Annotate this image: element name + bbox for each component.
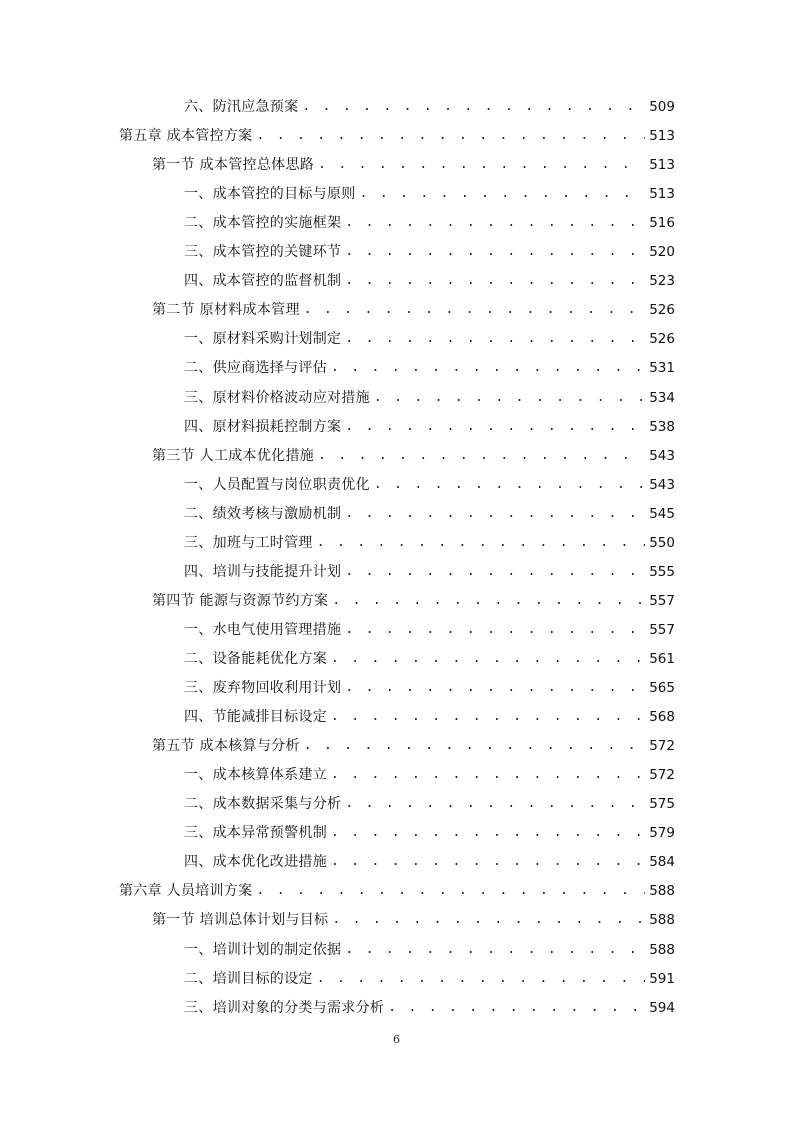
toc-entry-title: 二、培训目标的设定 (184, 970, 313, 987)
toc-dot-leader (332, 592, 645, 610)
toc-entry-title: 二、供应商选择与评估 (184, 360, 327, 377)
toc-entry-page-number: 588 (649, 941, 675, 958)
toc-entry[interactable] (184, 559, 675, 581)
toc-entry-title: 第一节 成本管控总体思路 (152, 157, 315, 174)
toc-entry[interactable] (152, 733, 675, 755)
toc-entry-title: 一、原材料采购计划制定 (184, 331, 342, 348)
toc-entry-page-number: 513 (649, 128, 675, 144)
toc-entry[interactable] (184, 326, 675, 348)
toc-entry-title: 三、成本管控的关键环节 (184, 244, 342, 261)
toc-dot-leader (332, 911, 645, 929)
toc-entry-page-number: 531 (649, 360, 675, 377)
toc-entry[interactable] (119, 123, 675, 145)
toc-entry-page-number: 579 (649, 825, 675, 842)
toc-entry-title: 四、成本优化改进措施 (184, 854, 327, 871)
toc-entry[interactable] (152, 443, 675, 465)
toc-dot-leader (317, 534, 646, 552)
toc-dot-leader (304, 301, 645, 319)
toc-dot-leader (345, 418, 645, 436)
toc-entry-title: 二、设备能耗优化方案 (184, 651, 327, 667)
toc-entry-title: 一、水电气使用管理措施 (184, 621, 342, 638)
toc-dot-leader (302, 98, 645, 116)
toc-entry[interactable] (184, 617, 675, 639)
toc-entry[interactable] (152, 297, 675, 319)
toc-dot-leader (345, 563, 645, 581)
toc-entry-title: 一、培训计划的制定依据 (184, 941, 342, 958)
toc-entry-page-number: 545 (649, 505, 675, 522)
toc-entry[interactable] (184, 762, 675, 784)
toc-dot-leader (388, 999, 645, 1017)
toc-dot-leader (345, 505, 645, 523)
toc-entry-title: 二、绩效考核与激励机制 (184, 505, 342, 522)
toc-entry[interactable] (184, 995, 675, 1017)
toc-entry-page-number: 568 (649, 709, 675, 726)
toc-dot-leader (345, 941, 645, 959)
toc-entry-page-number: 523 (649, 273, 675, 290)
toc-entry-title: 第六章 人员培训方案 (119, 883, 253, 900)
toc-entry-title: 第四节 能源与资源节约方案 (152, 592, 329, 609)
toc-dot-leader (256, 127, 645, 145)
toc-entry[interactable] (184, 385, 675, 407)
toc-entry-title: 三、成本异常预警机制 (184, 825, 327, 842)
toc-entry[interactable] (184, 937, 675, 959)
toc-entry-title: 四、节能减排目标设定 (184, 709, 327, 726)
toc-dot-leader (345, 621, 645, 639)
toc-entry-page-number: 543 (649, 476, 675, 493)
toc-entry-title: 六、防汛应急预案 (184, 99, 299, 115)
toc-dot-leader (331, 766, 645, 784)
toc-entry-page-number: 550 (649, 534, 675, 551)
toc-entry-title: 三、加班与工时管理 (184, 534, 313, 551)
toc-entry[interactable] (184, 849, 675, 871)
toc-entry-title: 一、成本管控的目标与原则 (184, 186, 356, 203)
toc-entry[interactable] (184, 414, 675, 436)
toc-dot-leader (360, 185, 646, 203)
toc-entry-page-number: 513 (649, 186, 675, 203)
toc-entry[interactable] (184, 966, 675, 988)
toc-dot-leader (331, 359, 645, 377)
toc-entry-title: 三、原材料价格波动应对措施 (184, 389, 370, 406)
toc-entry-page-number: 588 (649, 883, 675, 900)
toc-entry-page-number: 520 (649, 244, 675, 261)
toc-dot-leader (345, 243, 645, 261)
toc-entry-title: 三、废弃物回收利用计划 (184, 680, 342, 696)
toc-entry[interactable] (184, 472, 675, 494)
toc-dot-leader (331, 853, 645, 871)
toc-dot-leader (317, 970, 646, 988)
toc-dot-leader (318, 447, 645, 465)
toc-dot-leader (345, 679, 645, 697)
toc-entry-title: 第三节 人工成本优化措施 (152, 447, 315, 464)
toc-entry-title: 二、成本管控的实施框架 (184, 215, 342, 232)
toc-entry-title: 一、成本核算体系建立 (184, 767, 327, 784)
toc-entry[interactable] (184, 239, 675, 261)
toc-entry-page-number: 534 (649, 389, 675, 406)
toc-entry-page-number: 509 (649, 99, 675, 115)
toc-entry[interactable] (184, 355, 675, 377)
toc-entry-page-number: 594 (649, 999, 675, 1016)
toc-entry[interactable] (152, 152, 675, 174)
toc-entry-title: 二、成本数据采集与分析 (184, 796, 342, 813)
toc-dot-leader (331, 650, 645, 668)
toc-entry[interactable] (184, 501, 675, 523)
toc-entry-page-number: 588 (649, 912, 675, 929)
toc-dot-leader (345, 214, 645, 232)
toc-dot-leader (256, 882, 645, 900)
toc-entry-title: 第一节 培训总体计划与目标 (152, 912, 329, 929)
toc-entry[interactable] (184, 210, 675, 232)
toc-entry[interactable] (184, 94, 675, 116)
toc-entry[interactable] (184, 820, 675, 842)
toc-entry-title: 四、原材料损耗控制方案 (184, 418, 342, 435)
toc-entry-title: 第五章 成本管控方案 (119, 128, 253, 144)
toc-entry[interactable] (184, 530, 675, 552)
toc-entry-title: 第二节 原材料成本管理 (152, 302, 300, 319)
toc-dot-leader (331, 708, 645, 726)
toc-dot-leader (331, 824, 645, 842)
toc-entry-page-number: 516 (649, 215, 675, 232)
toc-entry-title: 一、人员配置与岗位职责优化 (184, 476, 370, 493)
toc-dot-leader (374, 389, 645, 407)
toc-entry-page-number: 565 (649, 680, 675, 696)
toc-entry-page-number: 526 (649, 331, 675, 348)
toc-entry[interactable] (184, 181, 675, 203)
toc-entry[interactable] (184, 791, 675, 813)
toc-entry-title: 四、培训与技能提升计划 (184, 563, 342, 580)
toc-entry[interactable] (184, 646, 675, 668)
toc-entry-page-number: 555 (649, 563, 675, 580)
toc-dot-leader (345, 330, 645, 348)
toc-entry-page-number: 584 (649, 854, 675, 871)
toc-entry-title: 第五节 成本核算与分析 (152, 738, 300, 755)
toc-entry[interactable] (119, 878, 675, 900)
toc-entry[interactable] (152, 907, 675, 929)
toc-entry[interactable] (152, 588, 675, 610)
toc-entry-title: 四、成本管控的监督机制 (184, 273, 342, 290)
toc-entry-page-number: 561 (649, 651, 675, 667)
toc-entry-page-number: 538 (649, 418, 675, 435)
toc-entry-page-number: 591 (649, 970, 675, 987)
toc-entry-page-number: 572 (649, 738, 675, 755)
toc-dot-leader (304, 737, 645, 755)
toc-entry-page-number: 572 (649, 767, 675, 784)
toc-entry-page-number: 557 (649, 592, 675, 609)
toc-entry[interactable] (184, 268, 675, 290)
toc-entry-page-number: 526 (649, 302, 675, 319)
toc-entry-page-number: 513 (649, 157, 675, 174)
toc-entry-title: 三、培训对象的分类与需求分析 (184, 999, 385, 1016)
toc-dot-leader (345, 272, 645, 290)
toc-entry-page-number: 557 (649, 621, 675, 638)
toc-dot-leader (345, 795, 645, 813)
page-number: 6 (393, 1033, 400, 1046)
toc-entry[interactable] (184, 675, 675, 697)
toc-dot-leader (318, 156, 645, 174)
toc-entry-page-number: 543 (649, 447, 675, 464)
toc-dot-leader (374, 476, 645, 494)
toc-entry[interactable] (184, 704, 675, 726)
toc-entry-page-number: 575 (649, 796, 675, 813)
